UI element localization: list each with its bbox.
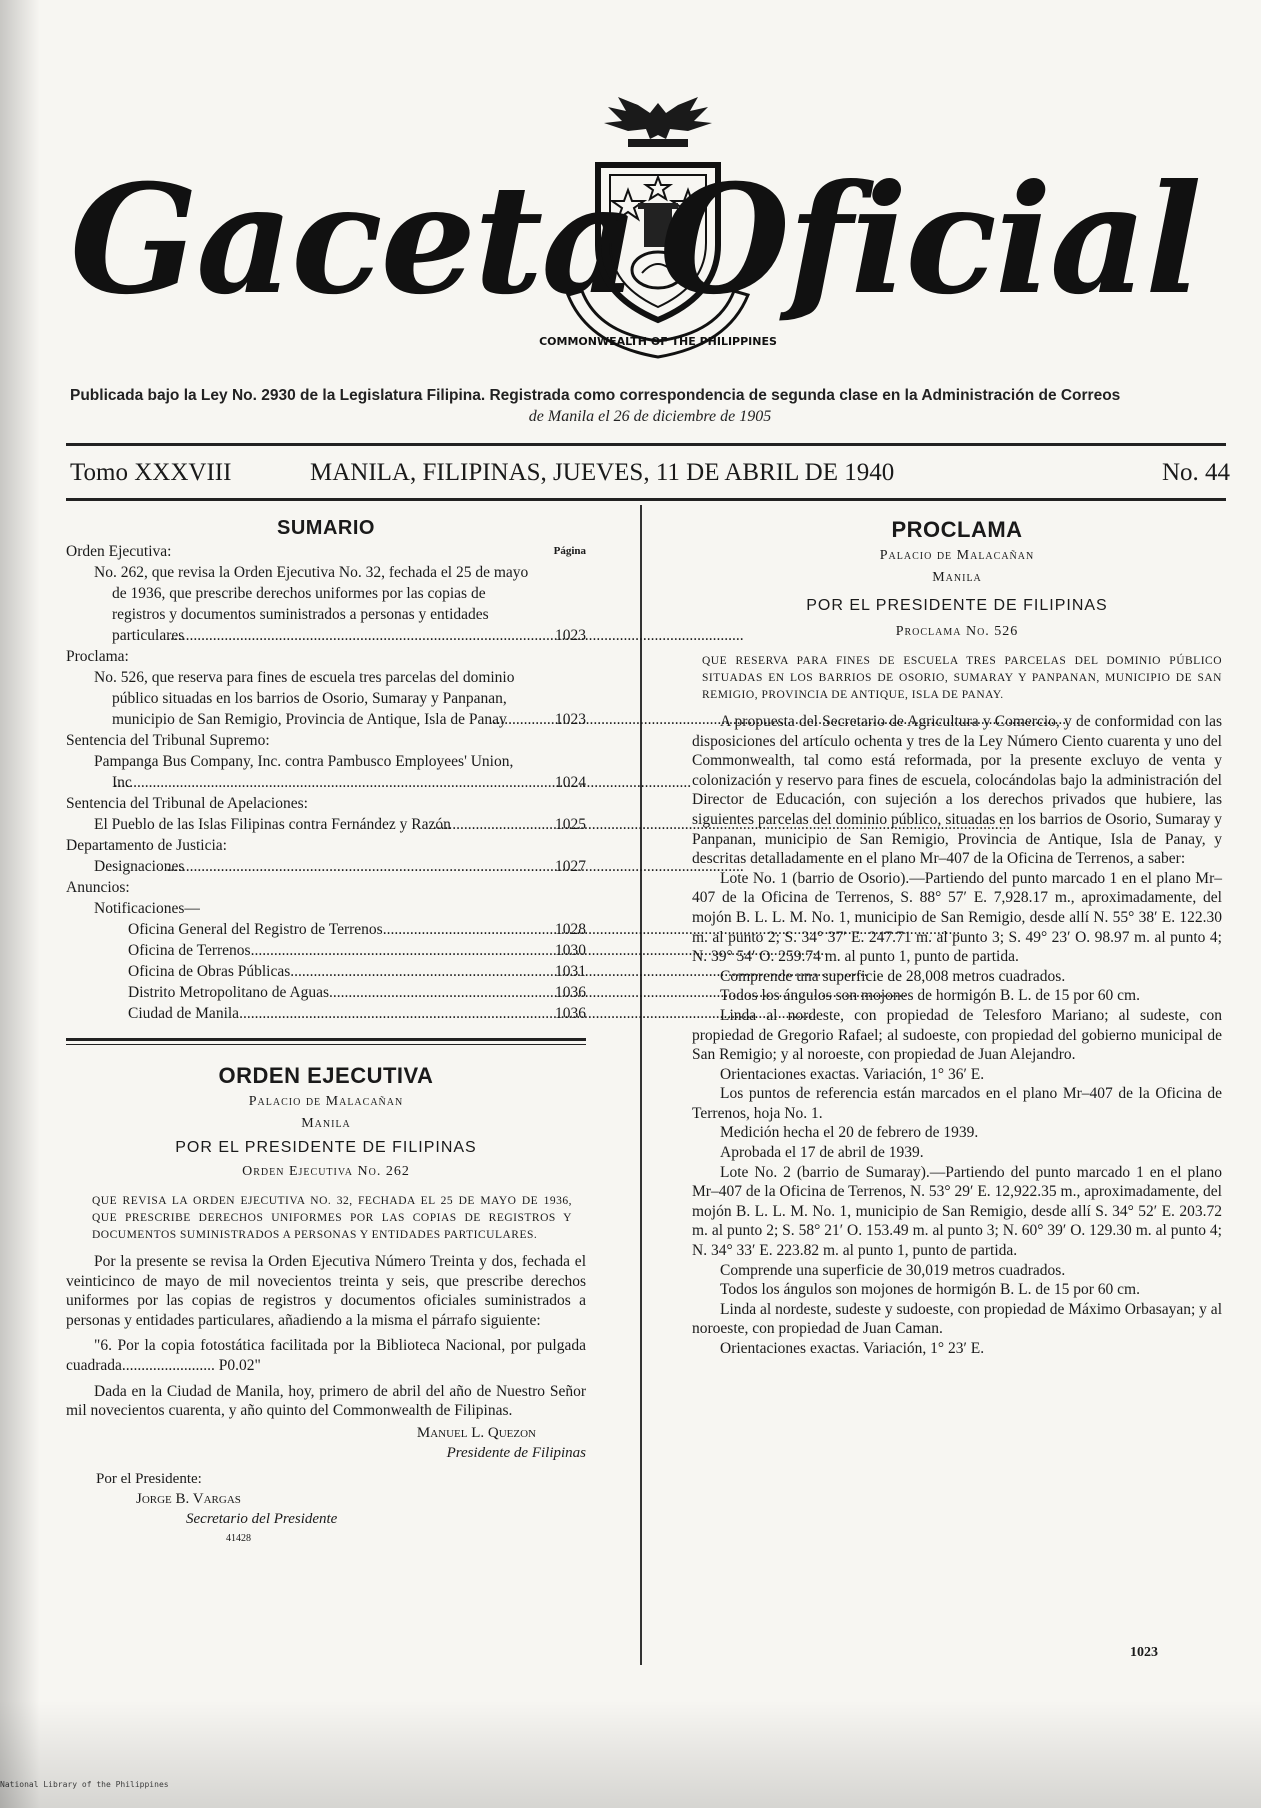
- sumario-entry-page: 1036: [555, 984, 586, 1001]
- sumario-entry-text: Oficina General del Registro de Terrenos .....: [128, 919, 534, 940]
- right-column: [692, 515, 1222, 1359]
- masthead: [70, 95, 1200, 365]
- sumario-title: SUMARIO: [277, 517, 375, 539]
- pagina-column-label: Página: [553, 545, 586, 557]
- sumario-category-label: Proclama:: [66, 648, 129, 665]
- orden-city: Manila: [301, 1116, 351, 1131]
- proclama-paragraph: A propuesta del Secretario de Agricultura y Comercio, y de conformidad con las disposiciones del artículo ochenta y tres de la Ley Número Ciento cuarenta y uno del Commonwealth, tal como está reformada, por la presente excluyo de venta y colonización y reservo para fines de escuela, colocándolas bajo la administración del Director de Educación, con sujeción a los derechos privados que hubiere, las siguientes parcelas del dominio público, situadas en los barrios de Osorio, Sumaray y Panpanan, municipio de San Remigio, Provincia de Antique, Isla de Panay, y descritas detalladamente en el plano Mr–407 de la Oficina de Terrenos, a saber:: [692, 713, 1222, 868]
- sumario-entry-page: 1027: [555, 858, 586, 875]
- sumario-entry-text: Distrito Metropolitano de Aguas .....: [128, 982, 534, 1003]
- sumario-entry-text: No. 526, que reserva para fines de escuela tres parcelas del dominio público situadas en los barrios de Osorio, Sumaray y Panpanan, municipio de San Remigio, Provincia de Antique, Isla de Panay .....: [94, 667, 534, 730]
- proclama-city: Manila: [932, 570, 982, 585]
- sumario-entry[interactable]: [66, 856, 586, 877]
- orden-signature: [66, 1423, 586, 1463]
- sumario-category: [66, 877, 586, 898]
- secretary-title: Secretario del Presidente: [186, 1510, 338, 1527]
- sumario-entry[interactable]: [66, 1003, 586, 1024]
- orden-paragraph: Dada en la Ciudad de Manila, hoy, primero de abril del año de Nuestro Señor mil novecientos cuarenta, y año quinto del Commonwealth de Filipinas.: [66, 1382, 586, 1420]
- sumario-entry[interactable]: [66, 562, 586, 646]
- sumario-entry[interactable]: [66, 940, 586, 961]
- proclama-palace: Palacio de Malacañan: [879, 548, 1035, 563]
- volume-label: Tomo XXXVIII: [70, 459, 232, 486]
- scan-note: National Library of the Philippines: [0, 1780, 169, 1789]
- sumario-entry-page: 1024: [555, 774, 586, 791]
- sumario-entry-page: 1030: [555, 942, 586, 959]
- sumario-entry-page: 1023: [555, 711, 586, 728]
- issue-number: No. 44: [1161, 459, 1230, 486]
- dateline: [70, 455, 1230, 491]
- orden-preamble: QUE REVISA LA ORDEN EJECUTIVA NO. 32, FECHADA EL 25 DE MAYO DE 1936, QUE PRESCRIBE DERECHOS UNIFORMES POR LAS COPIAS DE REGISTROS Y DOCUMENTOS SUMINISTRADOS A PERSONAS Y ENTIDADES PARTICULARES.: [92, 1195, 572, 1241]
- sumario-bottom-thin-rule: [66, 1044, 586, 1045]
- by-the-president: Por el Presidente:: [96, 1470, 202, 1487]
- sumario-entry-page: 1025: [555, 816, 586, 833]
- orden-palace: Palacio de Malacañan: [248, 1094, 404, 1109]
- publication-note: [70, 385, 1230, 427]
- sumario-entry[interactable]: [66, 982, 586, 1003]
- publication-note-line2: de Manila el 26 de diciembre de 1905: [528, 408, 772, 425]
- proclama-paragraph: Linda al nordeste, sudeste y sudoeste, con propiedad de Máximo Orbasayan; y al noroeste, con propiedad de Juan Caman.: [692, 1300, 1222, 1338]
- proclama-number: Proclama No. 526: [895, 624, 1019, 639]
- proclama-paragraph: Comprende una superficie de 28,008 metros cuadrados.: [720, 967, 1066, 985]
- proclama-paragraph: Todos los ángulos son mojones de hormigón B. L. de 15 por 60 cm.: [720, 1281, 1140, 1299]
- sumario-entry[interactable]: [66, 751, 586, 793]
- proclama-president-line: POR EL PRESIDENTE DE FILIPINAS: [806, 597, 1108, 614]
- orden-body: [66, 1252, 586, 1421]
- sumario-entry[interactable]: [66, 814, 586, 835]
- sumario-entry-page: 1028: [555, 921, 586, 938]
- masthead-rule: [66, 443, 1226, 446]
- proclama-paragraph: Linda al nordeste, con propiedad de Telesforo Mariano; al sudeste, con propiedad de Gregorio Rafael; al sudoeste, con propiedad del gobierno municipal de San Remigio; y al noroeste, con propiedad de Juan Alejandro.: [692, 1006, 1222, 1064]
- left-column: [66, 515, 586, 1549]
- page-number: 1023: [1130, 1645, 1158, 1660]
- publication-note-line1: Publicada bajo la Ley No. 2930 de la Legislatura Filipina. Registrada como correspondencia de segunda clase en la Administración de Correos: [70, 387, 1121, 404]
- dateline-rule: [66, 498, 1226, 501]
- sumario-category: [66, 646, 586, 667]
- sumario-bottom-rule: [66, 1038, 586, 1041]
- orden-paragraph: "6. Por la copia fotostática facilitada por la Biblioteca Nacional, por pulgada cuadrada........................ P0.02": [66, 1337, 586, 1374]
- proclama-paragraph: Lote No. 2 (barrio de Sumaray).—Partiendo del punto marcado 1 en el plano Mr–407 de la Oficina de Terrenos, N. 53° 29′ E. 12,922.35 m., aproximadamente, del mojón B. L. L. M. No. 1, municipio de San Remigio, desde allí S. 34° 52′ E. 203.72 m. al punto 2; S. 58° 21′ O. 153.49 m. al punto 3; N. 60° 39′ O. 129.30 m. al punto 4; N. 34° 33′ E. 223.82 m. al punto 1, punto de partida.: [692, 1163, 1222, 1260]
- sumario-entry[interactable]: [66, 961, 586, 982]
- sumario-category-label: Orden Ejecutiva:: [66, 543, 172, 560]
- sumario-entry-text: Oficina de Obras Públicas .....: [128, 961, 534, 982]
- proclama-preamble: QUE RESERVA PARA FINES DE ESCUELA TRES PARCELAS DEL DOMINIO PÚBLICO SITUADAS EN LOS BARRIOS DE OSORIO, SUMARAY Y PANPANAN, MUNICIPIO DE SAN REMIGIO, PROVINCIA DE ANTIQUE, ISLA DE PANAY.: [702, 655, 1222, 701]
- sumario-entry-text: Oficina de Terrenos .....: [128, 940, 534, 961]
- sumario-entry-text: Ciudad de Manila .....: [128, 1003, 534, 1024]
- signer-title: Presidente de Filipinas: [446, 1444, 586, 1461]
- proclama-paragraph: Orientaciones exactas. Variación, 1° 36′ E.: [720, 1065, 985, 1083]
- sumario-entry[interactable]: [66, 667, 586, 730]
- orden-title: ORDEN EJECUTIVA: [218, 1063, 434, 1088]
- sumario-entry-text: Pampanga Bus Company, Inc. contra Pambusco Employees' Union, Inc .....: [94, 751, 534, 793]
- sumario-entry-page: 1031: [555, 963, 586, 980]
- column-divider: [640, 505, 642, 1665]
- sumario-category-label: Anuncios:: [66, 879, 130, 896]
- sumario-entry-text: El Pueblo de las Islas Filipinas contra Fernández y Razón .....: [94, 814, 534, 835]
- sumario-list: [66, 541, 586, 1024]
- proclama-paragraph: Comprende una superficie de 30,019 metros cuadrados.: [720, 1261, 1066, 1279]
- sumario-entry[interactable]: [66, 919, 586, 940]
- date-location: MANILA, FILIPINAS, JUEVES, 11 DE ABRIL DE 1940: [310, 459, 895, 486]
- proclama-paragraph: Orientaciones exactas. Variación, 1° 23′ E.: [720, 1340, 985, 1357]
- svg-text:COMMONWEALTH OF THE PHILIPPINE: COMMONWEALTH OF THE PHILIPPINES: [539, 335, 777, 348]
- proclama-paragraph: Medición hecha el 20 de febrero de 1939.: [720, 1124, 979, 1142]
- masthead-title-right: Oficial: [659, 152, 1200, 328]
- proclama-paragraph: Aprobada el 17 de abril de 1939.: [720, 1144, 924, 1162]
- proclama-paragraph: Lote No. 1 (barrio de Osorio).—Partiendo del punto marcado 1 en el plano Mr–407 de la Oficina de Terrenos, S. 88° 57′ E. 7,928.17 m., aproximadamente, del mojón B. L. L. M. No. 1, municipio de San Remigio, desde allí N. 55° 38′ E. 122.30 m. al punto 2; S. 34° 37′ E. 247.71 m. al punto 3; S. 49° 23′ O. 98.97 m. al punto 4; N. 39° 54′ O. 259.74 m. al punto 1, punto de partida.: [692, 869, 1222, 966]
- sumario-category-label: Departamento de Justicia:: [66, 837, 227, 854]
- sumario-category: [66, 730, 586, 751]
- sumario-category-label: Sentencia del Tribunal Supremo:: [66, 732, 270, 749]
- masthead-title-left: Gaceta: [70, 152, 637, 328]
- sumario-category: [66, 541, 586, 562]
- orden-president-line: POR EL PRESIDENTE DE FILIPINAS: [175, 1139, 477, 1156]
- sumario-category: [66, 793, 586, 814]
- sumario-entry-page: 1036: [555, 1005, 586, 1022]
- proclama-title: PROCLAMA: [891, 517, 1023, 542]
- countersignature: [66, 1469, 586, 1549]
- proclama-paragraph: Los puntos de referencia están marcados en el plano Mr–407 de la Oficina de Terrenos, hoja No. 1.: [692, 1085, 1222, 1122]
- orden-paragraph: Por la presente se revisa la Orden Ejecutiva Número Treinta y dos, fechada el veinticinco de mayo de mil novecientos treinta y seis, que prescribe derechos uniformes por las copias de registros y documentos oficiales suministrados a personas y entidades particulares, añadiendo a la misma el párrafo siguiente:: [66, 1253, 586, 1329]
- sumario-category-label: Sentencia del Tribunal de Apelaciones:: [66, 795, 308, 812]
- sumario-entry-text: No. 262, que revisa la Orden Ejecutiva No. 32, fechada el 25 de mayo de 1936, que prescribe derechos uniformes por las copias de registros y documentos suministrados a personas y entidades particulares .....: [94, 562, 534, 646]
- secretary-name: Jorge B. Vargas: [136, 1490, 241, 1507]
- reference-number: 41428: [226, 1532, 251, 1544]
- proclama-body: [692, 712, 1222, 1359]
- sumario-category: [66, 835, 586, 856]
- orden-number: Orden Ejecutiva No. 262: [242, 1164, 410, 1179]
- sumario-entry-text: Designaciones .....: [94, 856, 534, 877]
- sumario-subcategory: Notificaciones—: [94, 900, 200, 917]
- signer-name: Manuel L. Quezon: [416, 1424, 536, 1441]
- proclama-paragraph: Todos los ángulos son mojones de hormigón B. L. de 15 por 60 cm.: [720, 987, 1140, 1005]
- sumario-entry-page: 1023: [555, 627, 586, 644]
